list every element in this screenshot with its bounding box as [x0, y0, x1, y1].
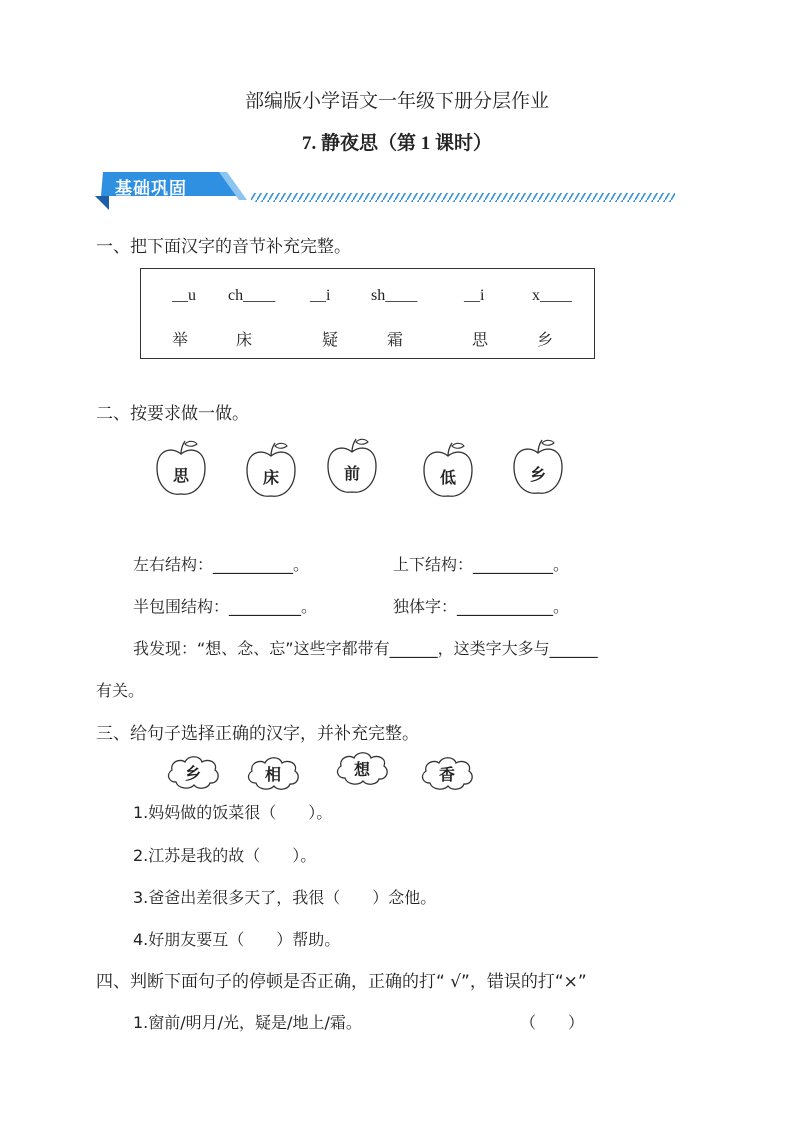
- char-xiang: 乡: [537, 330, 554, 349]
- banner-label: 基础巩固: [115, 179, 187, 199]
- apple-card: [326, 436, 378, 496]
- lesson-title: 7. 静夜思（第 1 课时）: [301, 133, 492, 154]
- char-ju: 举: [172, 330, 189, 349]
- pinyin-box: [140, 268, 595, 359]
- top-bottom-structure-line[interactable]: 上下结构：__________。: [393, 555, 570, 574]
- apple-char: 思: [172, 466, 189, 485]
- cloud-char: 香: [438, 765, 455, 784]
- fill-sentence-4[interactable]: 4.好朋友要互（ ）帮助。: [133, 930, 341, 949]
- cloud-card: [164, 752, 222, 792]
- apple-char: 低: [439, 468, 456, 487]
- question-2-heading: 二、按要求做一做。: [96, 404, 249, 424]
- char-shuang: 霜: [387, 330, 404, 349]
- apple-card: [155, 438, 207, 498]
- cloud-card: [418, 753, 476, 793]
- single-character-line[interactable]: 独体字：____________。: [393, 597, 570, 616]
- pinyin-blank-5[interactable]: __i: [464, 287, 485, 304]
- apple-card: [245, 440, 297, 500]
- char-chuang: 床: [236, 330, 253, 349]
- char-si: 思: [472, 330, 489, 349]
- apple-char: 床: [262, 468, 279, 487]
- fill-sentence-2[interactable]: 2.江苏是我的故（ ）。: [133, 846, 317, 865]
- section-banner: [95, 170, 685, 212]
- left-right-structure-line[interactable]: 左右结构：__________。: [133, 555, 310, 574]
- cloud-char: 想: [353, 760, 370, 779]
- pinyin-blank-2[interactable]: ch____: [228, 287, 276, 304]
- pinyin-blank-6[interactable]: x____: [532, 287, 572, 304]
- pinyin-blank-4[interactable]: sh____: [371, 287, 418, 304]
- pinyin-blank-1[interactable]: __u: [172, 287, 196, 304]
- fill-sentence-1[interactable]: 1.妈妈做的饭菜很（ ）。: [133, 803, 333, 822]
- cloud-card: [244, 753, 302, 793]
- discovery-line[interactable]: 我发现：“想、念、忘”这些字都带有______，这类字大多与______: [133, 639, 598, 658]
- fill-sentence-3[interactable]: 3.爸爸出差很多天了，我很（ ）念他。: [133, 888, 437, 907]
- apple-char: 乡: [529, 465, 546, 484]
- worksheet-title: 部编版小学语文一年级下册分层作业: [244, 91, 549, 112]
- cloud-char: 乡: [184, 764, 201, 783]
- apple-char: 前: [343, 464, 360, 483]
- apple-card: [422, 440, 474, 500]
- judge-sentence-1: 1.窗前/明月/光，疑是/地上/霜。: [133, 1013, 362, 1032]
- discovery-line-end: 有关。: [96, 681, 145, 700]
- cloud-char: 相: [264, 765, 281, 784]
- question-1-heading: 一、把下面汉字的音节补充完整。: [96, 237, 351, 257]
- judge-answer-paren[interactable]: （ ）: [520, 1013, 585, 1032]
- cloud-card: [333, 748, 391, 788]
- question-4-heading: 四、判断下面句子的停顿是否正确，正确的打“ √”，错误的打“×”: [96, 972, 587, 992]
- question-3-heading: 三、给句子选择正确的汉字，并补充完整。: [96, 724, 419, 744]
- char-yi: 疑: [322, 330, 339, 349]
- pinyin-blank-3[interactable]: __i: [310, 287, 331, 304]
- apple-card: [512, 437, 564, 497]
- half-enclosure-structure-line[interactable]: 半包围结构：_________。: [133, 597, 318, 616]
